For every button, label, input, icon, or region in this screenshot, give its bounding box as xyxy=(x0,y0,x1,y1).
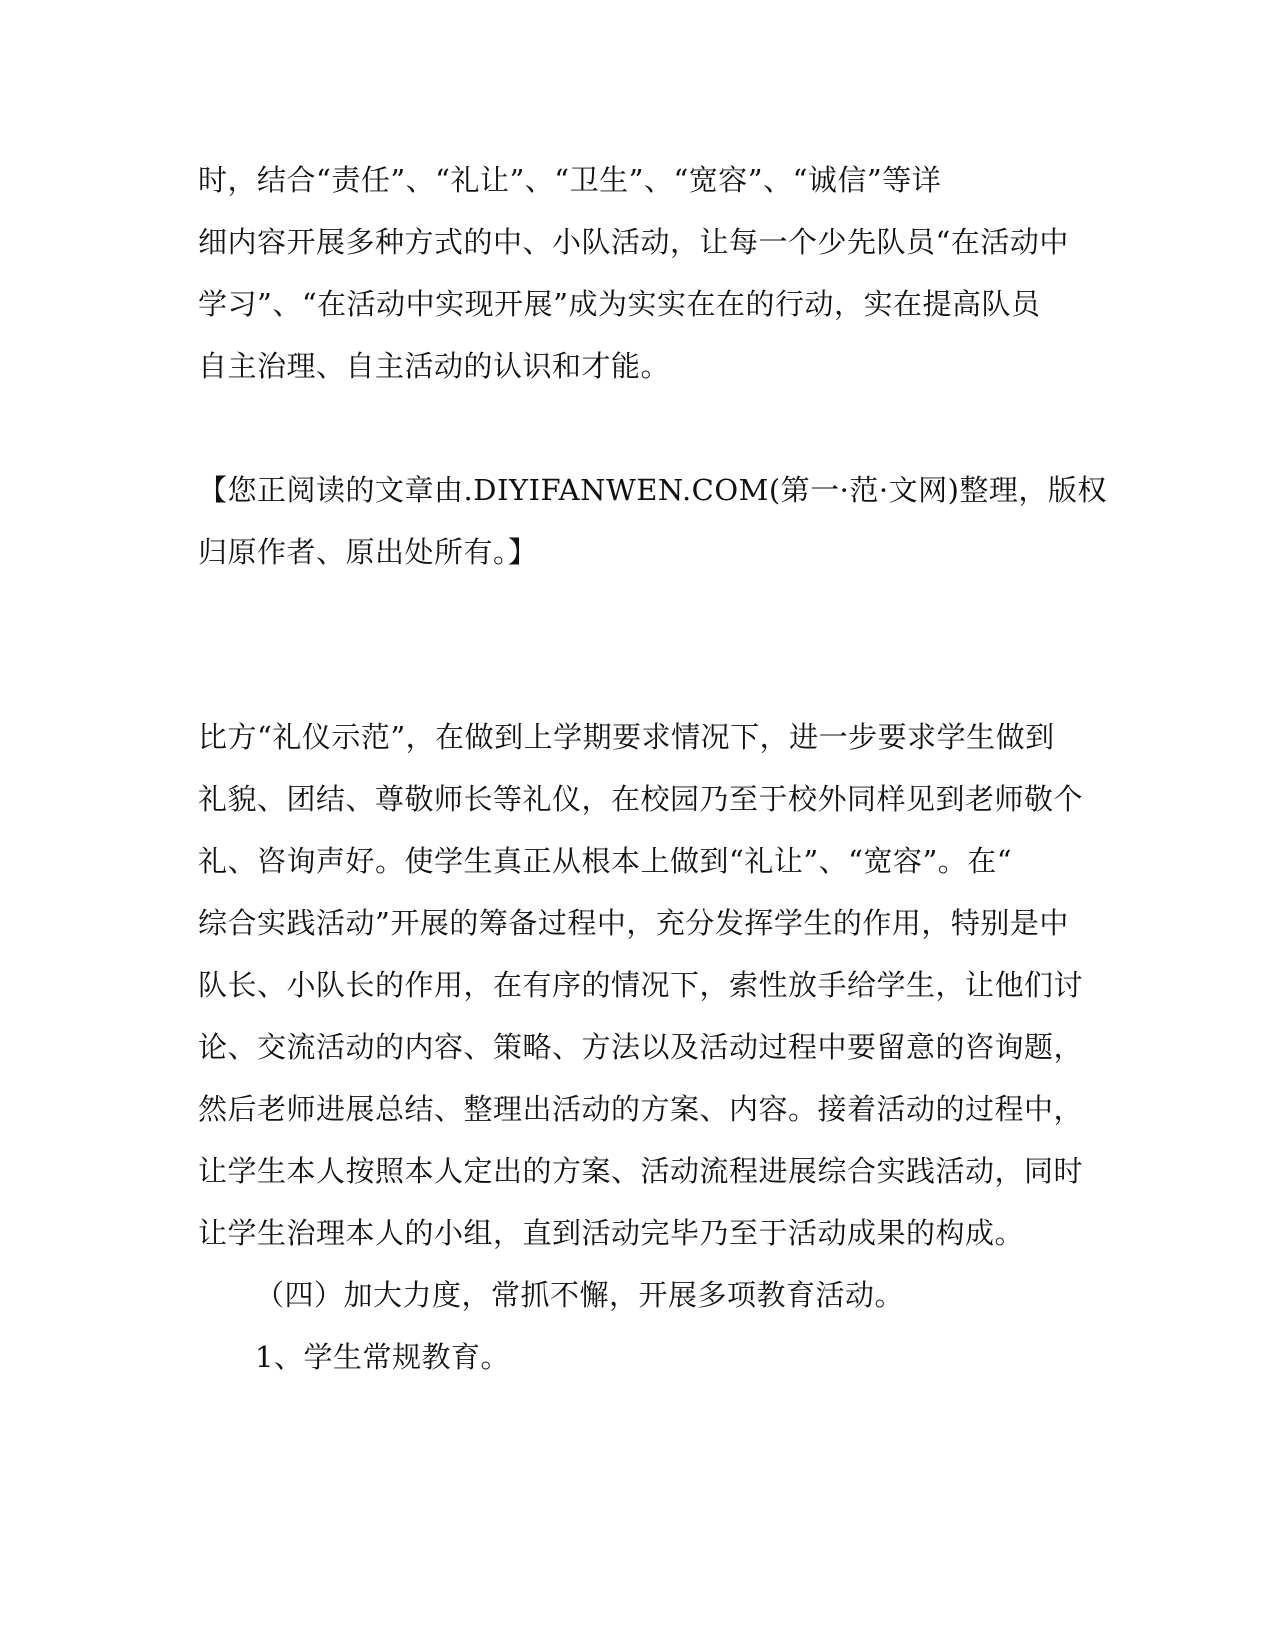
paragraph-line: 学习”、“在活动中实现开展”成为实实在在的行动，实在提高队员 xyxy=(198,287,1041,321)
paragraph-line: 礼、咨询声好。使学生真正从根本上做到“礼让”、“宽容”。在“ xyxy=(198,844,1013,878)
source-notice-line: 归原作者、原出处所有。】 xyxy=(198,535,538,569)
source-notice-line: 【您正阅读的文章由.DIYIFANWEN.COM(第一·范·文网)整理，版权 xyxy=(198,473,1107,507)
paragraph-line: 细内容开展多种方式的中、小队活动，让每一个少先队员“在活动中 xyxy=(198,225,1069,259)
paragraph-line: 比方“礼仪示范”，在做到上学期要求情况下，进一步要求学生做到 xyxy=(198,720,1055,754)
paragraph-line: 论、交流活动的内容、策略、方法以及活动过程中要留意的咨询题， xyxy=(198,1030,1084,1064)
paragraph-line: 让学生本人按照本人定出的方案、活动流程进展综合实践活动，同时 xyxy=(198,1154,1084,1188)
paragraph-line: 时，结合“责任”、“礼让”、“卫生”、“宽容”、“诚信”等详 xyxy=(198,163,942,197)
list-item: 1、学生常规教育。 xyxy=(255,1340,510,1374)
paragraph-line: 综合实践活动”开展的筹备过程中，充分发挥学生的作用，特别是中 xyxy=(198,906,1069,940)
section-heading: （四）加大力度，常抓不懈，开展多项教育活动。 xyxy=(255,1278,905,1312)
paragraph-line: 礼貌、团结、尊敬师长等礼仪，在校园乃至于校外同样见到老师敬个 xyxy=(198,782,1084,816)
paragraph-line: 让学生治理本人的小组，直到活动完毕乃至于活动成果的构成。 xyxy=(198,1216,1025,1250)
paragraph-line: 队长、小队长的作用，在有序的情况下，索性放手给学生，让他们讨 xyxy=(198,968,1084,1002)
paragraph-line: 然后老师进展总结、整理出活动的方案、内容。接着活动的过程中， xyxy=(198,1092,1084,1126)
paragraph-line: 自主治理、自主活动的认识和才能。 xyxy=(198,349,671,383)
